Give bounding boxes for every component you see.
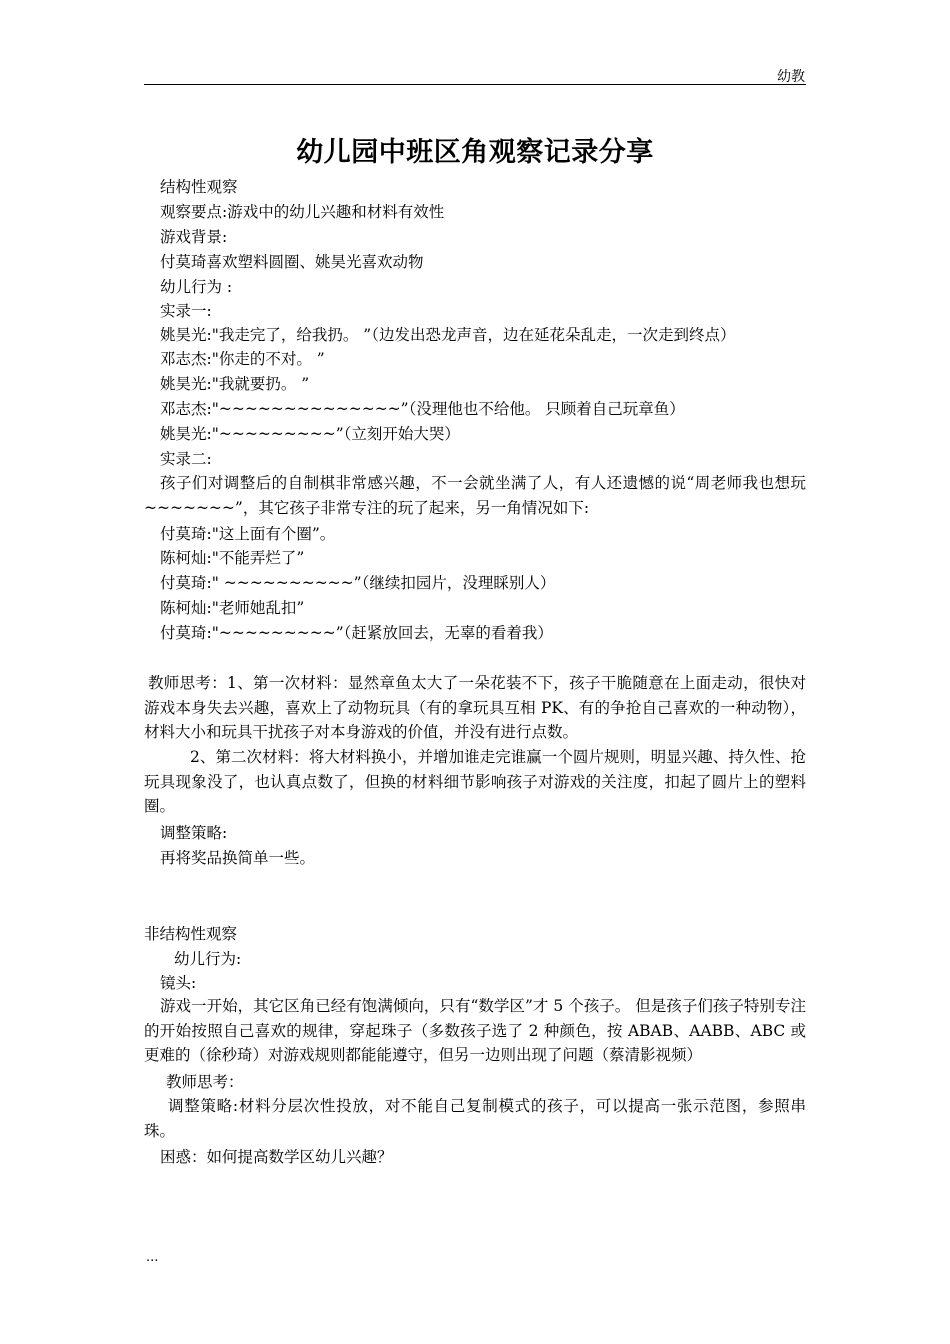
strategy-label: 调整策略: xyxy=(160,824,228,842)
record2-label: 实录二: xyxy=(160,450,212,468)
dialogue-line: 付莫琦:"~~~~~~~~~”（赶紧放回去，无辜的看着我） xyxy=(160,624,553,642)
dialogue-line: 陈柯灿:"不能弄烂了” xyxy=(160,549,305,567)
dialogue-line: 陈柯灿:"老师她乱扣” xyxy=(160,599,305,617)
dialogue-line: 姚昊光:"我走完了，给我扔。 ”（边发出恐龙声音，边在延花朵乱走，一次走到终点） xyxy=(160,326,736,344)
behavior-label-2: 幼儿行为: xyxy=(174,950,242,968)
dialogue-line: 付莫琦:" ~~~~~~~~~~”（继续扣园片，没理睬别人） xyxy=(160,574,556,592)
dialogue-line: 邓志杰:"你走的不对。 ” xyxy=(160,350,325,368)
behavior-label: 幼儿行为 : xyxy=(160,278,233,296)
teacher-reflection-1: 教师思考：1、第一次材料：显然章鱼太大了一朵花装不下，孩子干脆随意在上面走动，很快对游戏本身失去兴趣，喜欢上了动物玩具（有的拿玩具互相 PK、有的争抢自己喜欢的一种动物），材料大小和玩具干扰孩子对本身游戏的价值，并没有进行点数。 xyxy=(144,674,806,741)
dialogue-line: 姚昊光:"我就要扔。 ” xyxy=(160,375,310,393)
section-heading-unstructured: 非结构性观察 xyxy=(144,925,238,943)
strategy-text-2: 调整策略:材料分层次性投放，对不能自己复制模式的孩子，可以提高一张示范图，参照串珠。 xyxy=(144,1097,806,1140)
shot-label: 镜头: xyxy=(160,974,197,992)
record1-label: 实录一: xyxy=(160,302,212,320)
shot-text: 游戏一开始，其它区角已经有饱满倾向，只有“数学区”才 5 个孩子。 但是孩子们孩子特别专注的开始按照自己喜欢的规律，穿起珠子（多数孩子选了 2 种颜色，按 ABAB、AABB、ABC 或更难的（徐秒琦）对游戏规则都能能遵守，但另一边则出现了问题（蔡清影视频） xyxy=(144,997,806,1064)
observation-focus: 观察要点:游戏中的幼儿兴趣和材料有效性 xyxy=(160,203,445,221)
page-footer: ... xyxy=(146,1250,159,1265)
strategy-text: 再将奖品换简单一些。 xyxy=(160,849,316,867)
section-heading-structured: 结构性观察 xyxy=(160,178,238,196)
background-text: 付莫琦喜欢塑料圆圈、姚昊光喜欢动物 xyxy=(160,253,424,271)
dialogue-line: 付莫琦:"这上面有个圈”。 xyxy=(160,525,336,543)
page-header: 幼教 xyxy=(777,69,805,85)
dialogue-line: 姚昊光:"~~~~~~~~~”（立刻开始大哭） xyxy=(160,425,460,443)
teacher-reflection-2: 2、第二次材料：将大材料换小，并增加谁走完谁赢一个圆片规则，明显兴趣、持久性、抢玩具现象没了，也认真点数了，但换的材料细节影响孩子对游戏的关注度，扣起了圆片上的塑料圈。 xyxy=(144,748,806,815)
header-divider xyxy=(144,84,806,85)
teacher-reflection-label: 教师思考： xyxy=(166,1073,244,1091)
document-title: 幼儿园中班区角观察记录分享 xyxy=(296,137,654,168)
record2-intro: 孩子们对调整后的自制棋非常感兴趣，不一会就坐满了人，有人还遗憾的说“周老师我也想玩~~~~~~~”，其它孩子非常专注的玩了起来，另一角情况如下: xyxy=(144,474,806,517)
confusion-text: 困惑：如何提高数学区幼儿兴趣？ xyxy=(160,1148,393,1166)
dialogue-line: 邓志杰:"~~~~~~~~~~~~~~”（没理他也不给他。 只顾着自己玩章鱼） xyxy=(160,400,685,418)
background-label: 游戏背景: xyxy=(160,228,228,246)
